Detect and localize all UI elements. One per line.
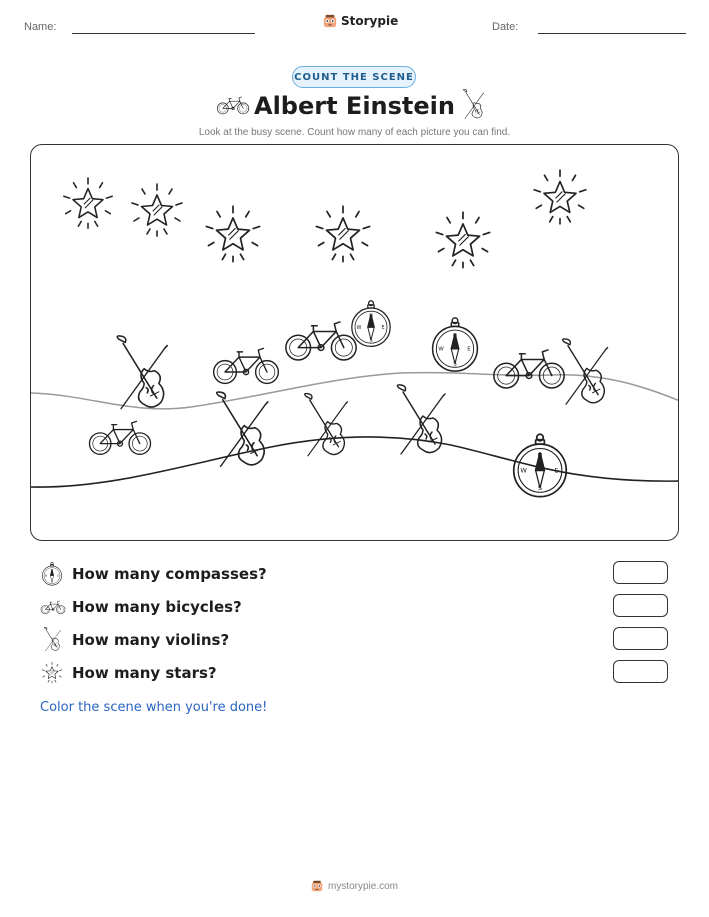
date-line[interactable] [538, 33, 686, 34]
star-icon [64, 178, 112, 228]
bicycle-icon [214, 348, 279, 383]
star-icon [534, 170, 586, 224]
bicycle-icon [40, 598, 66, 616]
brand-logo [323, 14, 398, 28]
answer-box-stars[interactable] [613, 660, 668, 683]
name-line[interactable] [72, 33, 255, 34]
scene-drawing [31, 145, 679, 541]
question-text: How many compasses? [72, 565, 267, 583]
instructions: Look at the busy scene. Count how many of each picture you can find. [198, 127, 511, 138]
compass-icon [433, 318, 478, 371]
compass-icon [40, 561, 64, 587]
star-icon [206, 206, 259, 261]
footer [0, 880, 709, 892]
answer-box-compasses[interactable] [613, 561, 668, 584]
question-stars [40, 659, 680, 687]
busy-scene [30, 144, 679, 541]
storypie-logo-icon [323, 14, 337, 28]
question-bicycles [40, 593, 680, 621]
violin-icon [217, 392, 268, 466]
violin-icon [305, 394, 348, 456]
compass-icon [352, 301, 390, 347]
star-icon [132, 184, 182, 236]
name-label: Name: [24, 21, 57, 33]
color-note: Color the scene when you're done! [40, 700, 268, 715]
bicycle-icon [494, 350, 564, 388]
violin-icon [563, 339, 608, 404]
footer-url[interactable]: mystorypie.com [327, 880, 398, 892]
violin-icon [40, 626, 64, 654]
question-text: How many bicycles? [72, 598, 242, 616]
section-badge: COUNT THE SCENE [292, 66, 416, 88]
page-title: Albert Einstein [254, 92, 455, 120]
violin-icon [117, 336, 167, 409]
star-icon [316, 206, 369, 261]
bicycle-icon [286, 322, 356, 360]
question-violins [40, 626, 680, 654]
compass-icon [514, 434, 567, 496]
answer-box-bicycles[interactable] [613, 594, 668, 617]
brand-name: Storypie [341, 14, 399, 28]
question-text: How many violins? [72, 631, 230, 649]
bicycle-icon [89, 421, 150, 454]
question-text: How many stars? [72, 664, 217, 682]
front-hill-line [31, 437, 679, 487]
date-label: Date: [492, 21, 519, 33]
star-icon [40, 661, 64, 685]
violin-icon [458, 88, 488, 122]
violin-icon [397, 385, 445, 454]
question-compasses [40, 560, 680, 588]
star-icon [436, 212, 489, 267]
storypie-logo-icon [311, 880, 323, 892]
answer-box-violins[interactable] [613, 627, 668, 650]
